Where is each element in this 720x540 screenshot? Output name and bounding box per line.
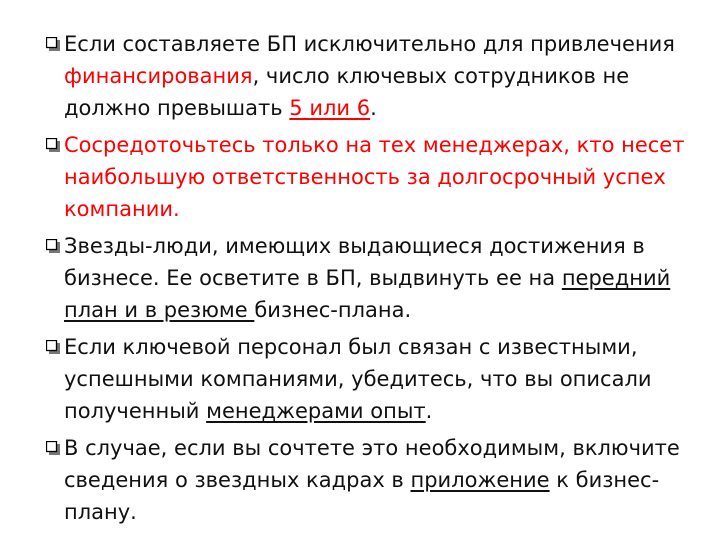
bullet-text-part: . [370,96,377,120]
bullet-text-part: Если составляете БП исключительно для привлечения [64,32,675,56]
bullet-item [34,129,700,225]
slide-content [34,28,700,533]
bullet-item [34,331,700,427]
bullet-text-part: . [425,399,433,423]
checkbox-square-icon [46,441,60,455]
bullet-text-part: Звезды-люди, имеющих выдающиеся достижения в бизнесе. Ее осветите в БП, выдвинуть ее на [64,234,645,290]
bullet-text-part: Сосредоточьтесь только на тех менеджерах, кто несет наибольшую ответственность за долгосрочный успех компании. [64,133,685,221]
bullet-text-part: бизнес-плана. [254,298,412,322]
checkbox-square-icon [46,239,60,253]
checkbox-square-icon [46,37,60,51]
bullet-item [34,230,700,326]
bullet-text-part: Если ключевой персонал был связан с известными, успешными компаниями, убедитесь, что вы описали полученный [64,335,652,423]
underlined-phrase: приложение [410,468,550,492]
bullet-text-part: В случае, если вы сочтете это необходимым, включите сведения о звездных кадрах в [64,436,680,492]
bullet-text-part: к бизнес-плану. [64,468,660,524]
checkbox-square-icon [46,138,60,152]
bullet-item [34,28,700,124]
underlined-phrase: менеджерами опыт [206,399,426,423]
financing-highlight: финансирования [64,64,253,88]
bullet-text-part: , число ключевых сотрудников не должно превышать [64,64,630,120]
staff-count-highlight: 5 или 6 [289,96,371,120]
underlined-phrase: передний план и в резюме [64,266,671,322]
bullet-item [34,432,700,528]
checkbox-square-icon [46,340,60,354]
